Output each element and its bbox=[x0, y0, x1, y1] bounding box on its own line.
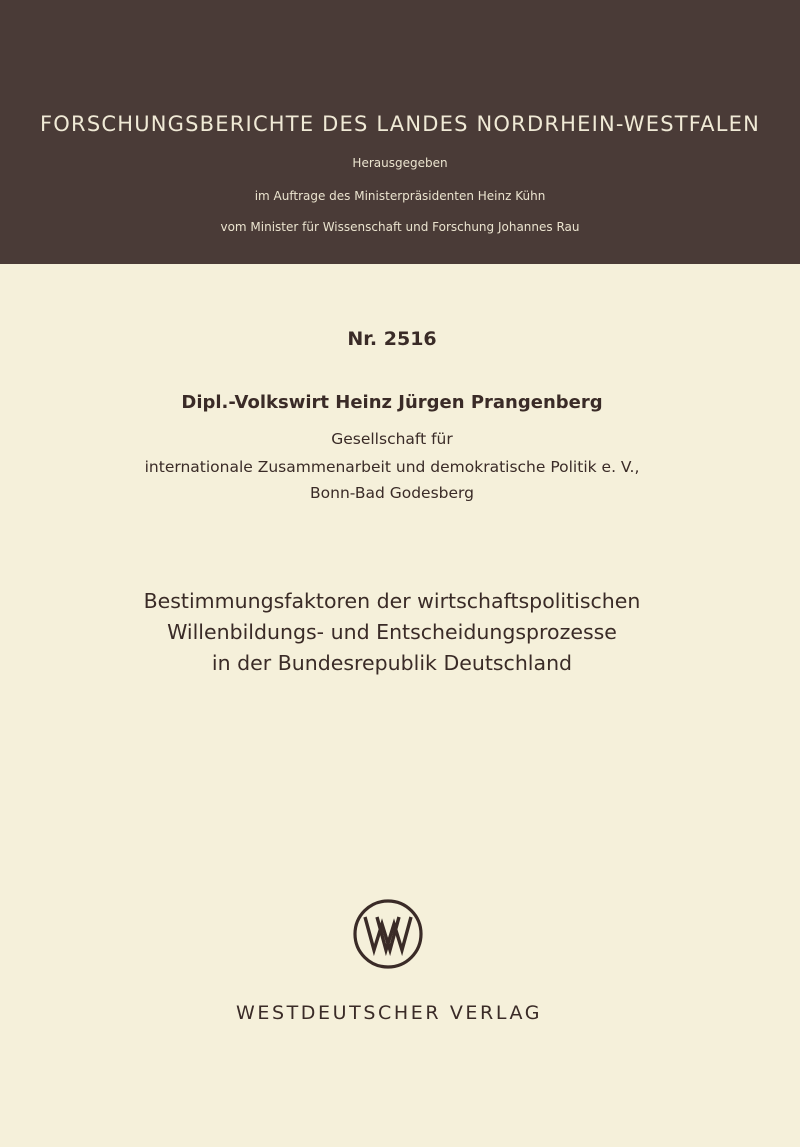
affiliation-line-1: Gesellschaft für bbox=[331, 430, 453, 448]
book-title-line-3: in der Bundesrepublik Deutschland bbox=[211, 651, 573, 675]
series-title: FORSCHUNGSBERICHTE DES LANDES NORDRHEIN-WESTFALEN bbox=[40, 112, 760, 136]
affiliation-line-3: Bonn-Bad Godesberg bbox=[310, 484, 474, 502]
book-title-line-1: Bestimmungsfaktoren der wirtschaftspolitischen bbox=[143, 589, 641, 613]
author-name: Dipl.-Volkswirt Heinz Jürgen Prangenberg bbox=[181, 392, 603, 413]
editor-line-auftrag: im Auftrage des Ministerpräsidenten Heinz Kühn bbox=[254, 189, 546, 203]
publisher-name: WESTDEUTSCHER VERLAG bbox=[235, 1002, 543, 1024]
editor-line-herausgegeben: Herausgegeben bbox=[352, 156, 448, 170]
affiliation-line-2: internationale Zusammenarbeit und demokratische Politik e. V., bbox=[144, 458, 640, 476]
book-title-line-2: Willenbildungs- und Entscheidungsprozesse bbox=[167, 620, 617, 644]
editor-line-minister: vom Minister für Wissenschaft und Forschung Johannes Rau bbox=[220, 220, 580, 234]
series-header-band bbox=[0, 0, 800, 264]
publisher-logo-icon bbox=[352, 898, 424, 970]
volume-number: Nr. 2516 bbox=[347, 328, 437, 350]
